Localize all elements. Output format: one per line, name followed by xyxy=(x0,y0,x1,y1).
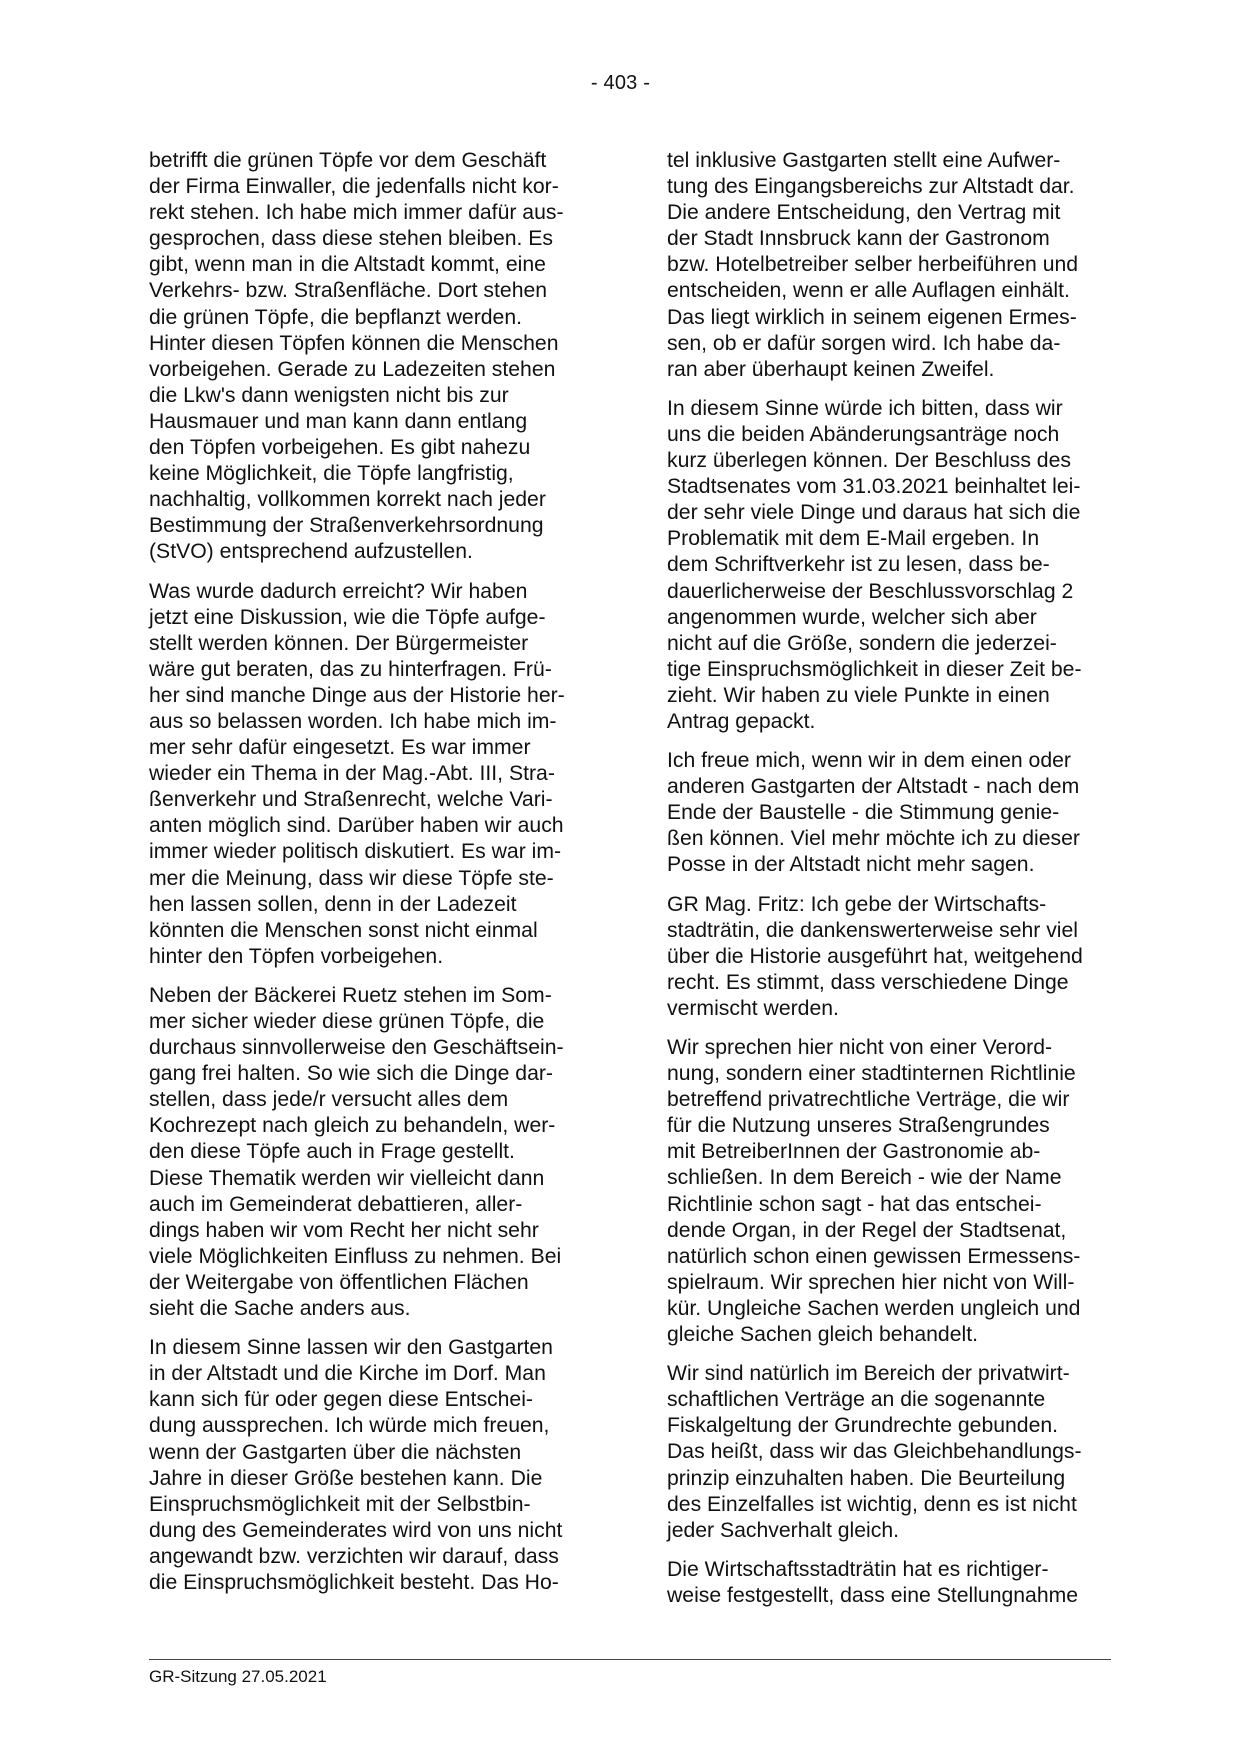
text-line: stellt werden können. Der Bürgermeister xyxy=(149,631,529,655)
text-line: Stadtsenates vom 31.03.2021 beinhaltet lei- xyxy=(667,475,1081,499)
text-line: mer sehr dafür eingesetzt. Es war immer xyxy=(149,736,531,760)
text-line: betrifft die grünen Töpfe vor dem Geschäft xyxy=(149,149,547,172)
text-line: Verkehrs- bzw. Straßenfläche. Dort stehen xyxy=(149,279,548,303)
text-line: schließen. In dem Bereich - wie der Name xyxy=(667,1166,1062,1190)
text-line: aus so belassen worden. Ich habe mich im- xyxy=(149,709,557,733)
right-column xyxy=(667,148,1111,1622)
page-number: - 403 - xyxy=(590,72,651,94)
text-line: tel inklusive Gastgarten stellt eine Aufwer- xyxy=(667,149,1061,172)
text-line: Hinter diesen Töpfen können die Menschen xyxy=(149,331,559,355)
text-line: ßen können. Viel mehr möchte ich zu dieser xyxy=(667,827,1080,851)
text-line: dende Organ, in der Regel der Stadtsenat, xyxy=(667,1218,1067,1242)
text-line: kurz überlegen können. Der Beschluss des xyxy=(667,449,1071,473)
text-line: sieht die Sache anders aus. xyxy=(149,1297,411,1321)
text-line: anten möglich sind. Darüber haben wir auch xyxy=(149,814,564,838)
text-line: bzw. Hotelbetreiber selber herbeiführen und xyxy=(667,253,1079,277)
text-line: In diesem Sinne lassen wir den Gastgarten xyxy=(149,1336,553,1360)
text-line: Hausmauer und man kann dann entlang xyxy=(149,409,528,433)
text-line: Bestimmung der Straßenverkehrsordnung xyxy=(149,514,544,538)
text-line: Die Wirtschaftsstadträtin hat es richtiger- xyxy=(667,1557,1049,1581)
paragraph xyxy=(149,148,593,566)
text-line: schaftlichen Verträge an die sogenannte xyxy=(667,1388,1046,1412)
text-line: der Stadt Innsbruck kann der Gastronom xyxy=(667,227,1050,251)
text-line: hinter den Töpfen vorbeigehen. xyxy=(149,944,444,968)
text-line: recht. Es stimmt, dass verschiedene Dinge xyxy=(667,970,1069,994)
text-line: der sehr viele Dinge und daraus hat sich die xyxy=(667,501,1081,525)
text-line: weise festgestellt, dass eine Stellungnahme xyxy=(667,1583,1079,1607)
text-line: In diesem Sinne würde ich bitten, dass wir xyxy=(667,396,1063,420)
text-line: der Firma Einwaller, die jedenfalls nicht kor- xyxy=(149,175,559,199)
paragraph xyxy=(667,892,1111,1022)
text-line: Die andere Entscheidung, den Vertrag mit xyxy=(667,201,1061,225)
text-line: gleiche Sachen gleich behandelt. xyxy=(667,1323,978,1347)
text-line: den diese Töpfe auch in Frage gestellt. xyxy=(149,1140,515,1164)
text-line: in der Altstadt und die Kirche im Dorf. Man xyxy=(149,1362,546,1386)
text-line: Das heißt, dass wir das Gleichbehandlungs- xyxy=(667,1440,1082,1464)
text-line: mer sicher wieder diese grünen Töpfe, die xyxy=(149,1010,545,1033)
text-line: gesprochen, dass diese stehen bleiben. Es xyxy=(149,227,554,251)
text-line: für die Nutzung unseres Straßengrundes xyxy=(667,1114,1050,1138)
text-line: Richtlinie schon sagt - hat das entschei- xyxy=(667,1192,1042,1216)
text-line: anderen Gastgarten der Altstadt - nach dem xyxy=(667,775,1080,799)
footer-session-date: GR-Sitzung 27.05.2021 xyxy=(149,1667,327,1686)
text-line: könnten die Menschen sonst nicht einmal xyxy=(149,918,538,942)
text-line: viele Möglichkeiten Einfluss zu nehmen. Bei xyxy=(149,1244,562,1268)
text-line: entscheiden, wenn er alle Auflagen einhält. xyxy=(667,279,1070,303)
text-line: Jahre in dieser Größe bestehen kann. Die xyxy=(149,1466,543,1490)
text-line: angewandt bzw. verzichten wir darauf, dass xyxy=(149,1544,559,1568)
paragraph xyxy=(667,1035,1111,1348)
text-line: nachhaltig, vollkommen korrekt nach jeder xyxy=(149,488,546,512)
text-line: betreffend privatrechtliche Verträge, die wir xyxy=(667,1088,1070,1112)
paragraph xyxy=(667,396,1111,735)
text-line: jeder Sachverhalt gleich. xyxy=(667,1518,900,1542)
paragraph xyxy=(667,1557,1111,1609)
text-line: dauerlicherweise der Beschlussvorschlag 2 xyxy=(667,579,1074,603)
text-line: wieder ein Thema in der Mag.-Abt. III, Stra- xyxy=(149,762,555,786)
paragraph xyxy=(667,148,1111,383)
text-line: ßenverkehr und Straßenrecht, welche Vari- xyxy=(149,788,553,812)
text-line: Ich freue mich, wenn wir in dem einen oder xyxy=(667,749,1071,773)
text-line: Ende der Baustelle - die Stimmung genie- xyxy=(667,801,1060,825)
text-line: die Einspruchsmöglichkeit besteht. Das Ho- xyxy=(149,1570,559,1594)
text-line: gang frei halten. So wie sich die Dinge dar- xyxy=(149,1062,553,1086)
text-line: vorbeigehen. Gerade zu Ladezeiten stehen xyxy=(149,357,556,381)
text-line: Problematik mit dem E-Mail ergeben. In xyxy=(667,527,1040,551)
text-line: sen, ob er dafür sorgen wird. Ich habe da- xyxy=(667,331,1061,355)
text-line: der Weitergabe von öffentlichen Flächen xyxy=(149,1270,529,1294)
left-column xyxy=(149,148,593,1609)
text-line: Neben der Bäckerei Ruetz stehen im Som- xyxy=(149,983,552,1007)
text-line: Fiskalgeltung der Grundrechte gebunden. xyxy=(667,1414,1059,1438)
text-line: dung des Gemeinderates wird von uns nicht xyxy=(149,1518,563,1542)
text-line: Einspruchsmöglichkeit mit der Selbstbin- xyxy=(149,1492,531,1516)
paragraph xyxy=(149,983,593,1322)
text-line: Kochrezept nach gleich zu behandeln, wer- xyxy=(149,1114,556,1138)
text-line: Posse in der Altstadt nicht mehr sagen. xyxy=(667,853,1035,877)
text-line: Diese Thematik werden wir vielleicht dann xyxy=(149,1166,545,1190)
text-line: Wir sind natürlich im Bereich der privatwirt- xyxy=(667,1362,1070,1386)
text-line: Was wurde dadurch erreicht? Wir haben xyxy=(149,579,528,603)
footer-divider xyxy=(149,1659,1111,1660)
paragraph xyxy=(667,1361,1111,1544)
text-line: (StVO) entsprechend aufzustellen. xyxy=(149,540,473,564)
text-line: uns die beiden Abänderungsanträge noch xyxy=(667,422,1060,446)
text-line: wäre gut beraten, das zu hinterfragen. Frü- xyxy=(149,657,552,681)
text-line: angenommen wurde, welcher sich aber xyxy=(667,605,1037,629)
text-line: mer die Meinung, dass wir diese Töpfe ste- xyxy=(149,866,554,890)
text-line: nung, sondern einer stadtinternen Richtlinie xyxy=(667,1062,1076,1086)
text-line: die grünen Töpfe, die bepflanzt werden. xyxy=(149,305,523,329)
text-line: her sind manche Dinge aus der Historie her- xyxy=(149,683,565,707)
text-line: vermischt werden. xyxy=(667,996,839,1020)
text-line: Wir sprechen hier nicht von einer Verord- xyxy=(667,1036,1053,1059)
text-line: stellen, dass jede/r versucht alles dem xyxy=(149,1088,509,1112)
text-line: rekt stehen. Ich habe mich immer dafür aus- xyxy=(149,201,564,225)
text-line: Antrag gepackt. xyxy=(667,709,816,733)
paragraph xyxy=(149,579,593,970)
text-line: hen lassen sollen, denn in der Ladezeit xyxy=(149,892,517,916)
text-line: zieht. Wir haben zu viele Punkte in einen xyxy=(667,683,1050,707)
text-line: stadträtin, die dankenswerterweise sehr viel xyxy=(667,918,1079,942)
text-line: immer wieder politisch diskutiert. Es war im- xyxy=(149,840,562,864)
text-line: kür. Ungleiche Sachen werden ungleich und xyxy=(667,1296,1081,1320)
text-line: Das liegt wirklich in seinem eigenen Ermes- xyxy=(667,305,1077,329)
text-line: dung aussprechen. Ich würde mich freuen, xyxy=(149,1414,550,1438)
text-line: mit BetreiberInnen der Gastronomie ab- xyxy=(667,1140,1041,1164)
text-line: GR Mag. Fritz: Ich gebe der Wirtschafts- xyxy=(667,892,1047,916)
text-line: wenn der Gastgarten über die nächsten xyxy=(149,1440,522,1464)
text-line: natürlich schon einen gewissen Ermessens- xyxy=(667,1244,1081,1268)
text-line: durchaus sinnvollerweise den Geschäftsein- xyxy=(149,1036,564,1060)
text-line: des Einzelfalles ist wichtig, denn es ist nicht xyxy=(667,1492,1077,1516)
text-line: nicht auf die Größe, sondern die jederzei- xyxy=(667,631,1057,655)
text-line: tung des Eingangsbereichs zur Altstadt dar. xyxy=(667,175,1075,199)
text-line: tige Einspruchsmöglichkeit in dieser Zeit be- xyxy=(667,657,1082,681)
text-line: prinzip einzuhalten haben. Die Beurteilung xyxy=(667,1466,1066,1490)
text-line: dings haben wir vom Recht her nicht sehr xyxy=(149,1218,539,1242)
text-line: die Lkw's dann wenigsten nicht bis zur xyxy=(149,383,509,407)
text-line: keine Möglichkeit, die Töpfe langfristig, xyxy=(149,462,514,486)
text-line: den Töpfen vorbeigehen. Es gibt nahezu xyxy=(149,436,531,460)
text-line: kann sich für oder gegen diese Entschei- xyxy=(149,1388,533,1412)
text-line: gibt, wenn man in die Altstadt kommt, eine xyxy=(149,253,546,277)
text-line: spielraum. Wir sprechen hier nicht von Will- xyxy=(667,1270,1075,1294)
text-line: auch im Gemeinderat debattieren, aller- xyxy=(149,1192,523,1216)
text-line: ran aber überhaupt keinen Zweifel. xyxy=(667,357,995,381)
text-line: jetzt eine Diskussion, wie die Töpfe aufge- xyxy=(149,605,546,629)
text-line: über die Historie ausgeführt hat, weitgehend xyxy=(667,944,1083,968)
paragraph xyxy=(149,1335,593,1596)
paragraph xyxy=(667,748,1111,878)
text-line: dem Schriftverkehr ist zu lesen, dass be- xyxy=(667,553,1050,577)
